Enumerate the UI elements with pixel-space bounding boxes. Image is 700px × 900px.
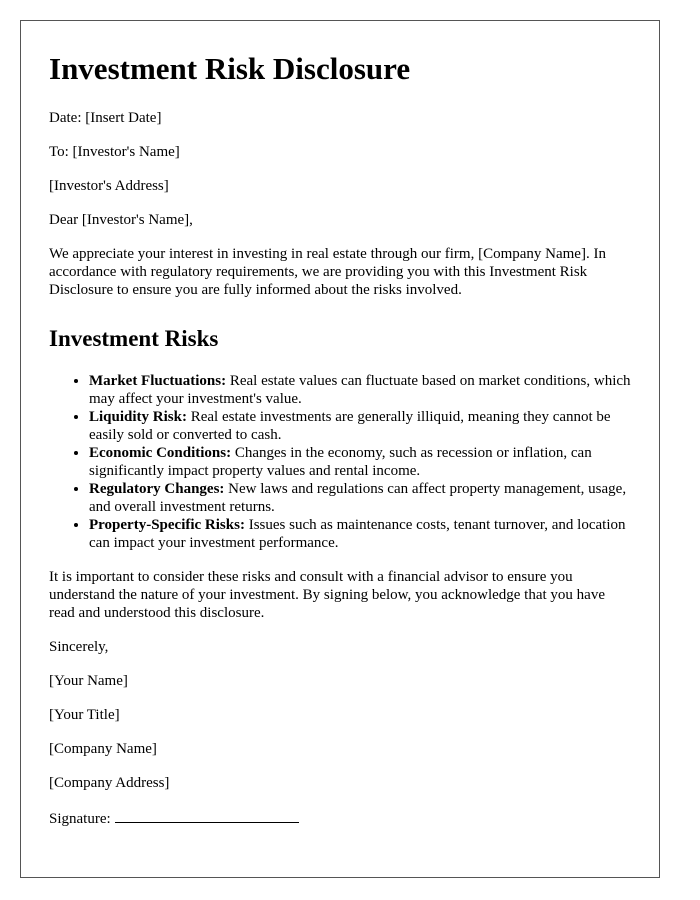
salutation: Dear [Investor's Name],: [49, 212, 193, 228]
page-title: Investment Risk Disclosure: [49, 51, 411, 86]
signature-label: Signature:: [49, 811, 111, 827]
letter-page: [20, 20, 660, 878]
list-item: [89, 372, 631, 408]
risk-description: Real estate values can fluctuate based on market conditions, which may affect your investment's value.: [89, 373, 631, 407]
risk-term: Economic Conditions:: [89, 445, 232, 461]
closing-paragraph: It is important to consider these risks and consult with a financial advisor to ensure you understand the nature of your investment. By signing below, you acknowledge that you have read and understood this disclosure.: [49, 569, 605, 621]
risk-description: Changes in the economy, such as recession or inflation, can significantly impact property values and rental income.: [89, 445, 592, 479]
signature-line[interactable]: [115, 808, 299, 823]
sender-title: [Your Title]: [49, 707, 120, 723]
list-item: [89, 408, 631, 444]
recipient-address: [Investor's Address]: [49, 178, 169, 194]
intro-paragraph: We appreciate your interest in investing in real estate through our firm, [Company Name]. In accordance with regulatory requirements, we are providing you with this Investment Risk Disclosure to ensure you are fully informed about the risks involved.: [49, 246, 606, 298]
recipient-line: To: [Investor's Name]: [49, 144, 180, 160]
list-item: [89, 516, 631, 552]
sign-off: Sincerely,: [49, 639, 109, 655]
company-name: [Company Name]: [49, 741, 157, 757]
risk-term: Market Fluctuations:: [89, 373, 227, 389]
risk-term: Property-Specific Risks:: [89, 517, 245, 533]
signature-row: [49, 808, 631, 828]
sender-name: [Your Name]: [49, 673, 128, 689]
risks-heading: Investment Risks: [49, 326, 219, 351]
risk-description: Issues such as maintenance costs, tenant turnover, and location can impact your investment performance.: [89, 517, 626, 551]
risk-description: New laws and regulations can affect property management, usage, and overall investment returns.: [89, 481, 627, 515]
list-item: [89, 444, 631, 480]
risk-list: [49, 372, 631, 552]
risk-description: Real estate investments are generally illiquid, meaning they cannot be easily sold or converted to cash.: [89, 409, 611, 443]
company-address: [Company Address]: [49, 775, 170, 791]
risk-term: Liquidity Risk:: [89, 409, 187, 425]
date-line: Date: [Insert Date]: [49, 110, 162, 126]
list-item: [89, 480, 631, 516]
risk-term: Regulatory Changes:: [89, 481, 225, 497]
